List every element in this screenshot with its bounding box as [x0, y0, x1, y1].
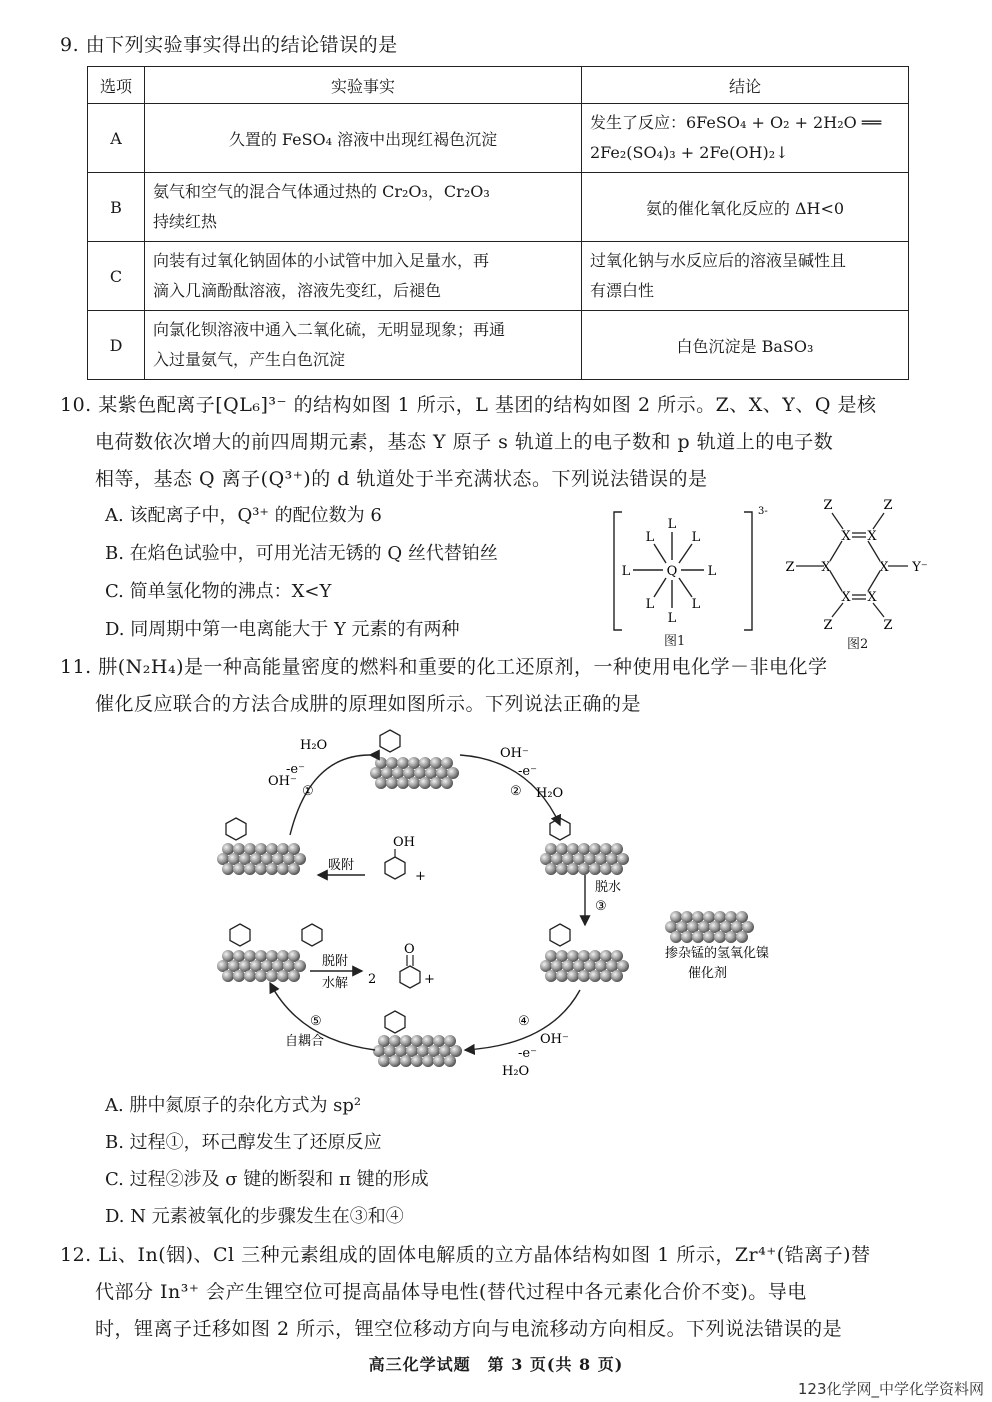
option-a: A: [88, 104, 145, 173]
catalyst-surface: [540, 950, 629, 982]
cyclohexanol-ring: [385, 857, 405, 879]
oh-label: OH⁻: [268, 774, 297, 789]
electron-label: -e⁻: [518, 764, 537, 779]
coefficient-label: 2: [368, 972, 377, 987]
conclusion-c: [582, 242, 909, 311]
table-row: [88, 311, 909, 380]
catalyst-surface: [370, 757, 459, 789]
catalyst-label-line2: 催化剂: [688, 966, 728, 981]
catalyst-surface: [217, 950, 306, 982]
table-row: [88, 104, 909, 173]
water-label: H₂O: [502, 1064, 530, 1079]
fact-a: 久置的 FeSO₄ 溶液中出现红褐色沉淀: [145, 104, 582, 173]
fig2-atom-x: X: [867, 590, 877, 605]
watermark: 123化学网_中学化学资料网: [797, 1380, 984, 1398]
conclusion-d: 白色沉淀是 BaSO₃: [582, 311, 909, 380]
fact-c-line1: 向装有过氧化钠固体的小试管中加入足量水，再: [153, 251, 490, 270]
fig1-caption: 图1: [664, 634, 686, 649]
fact-b: [145, 173, 582, 242]
q10-option-c: C. 简单氢化物的沸点：X<Y: [105, 581, 332, 602]
q12-line1: 12. Li、In(铟)、Cl 三种元素组成的固体电解质的立方晶体结构如图 1 所示，Zr⁴⁺(锆离子)替: [60, 1244, 871, 1266]
conclusion-a-line2: 2Fe₂(SO₄)₃ + 2Fe(OH)₂↓: [590, 143, 789, 162]
water-label: H₂O: [300, 738, 328, 753]
self-coupling-label: 自耦合: [285, 1034, 325, 1049]
catalyst-legend: [665, 911, 754, 943]
q9-table: [87, 66, 909, 380]
q10-option-b: B. 在焰色试验中，可用光洁无锈的 Q 丝代替铂丝: [105, 543, 498, 564]
fact-b-line2: 持续红热: [153, 212, 218, 231]
step5-label: ⑤: [310, 1014, 322, 1029]
cyclohexyl-ring: [385, 1011, 405, 1033]
fig1-ligand: L: [645, 597, 655, 612]
q11-option-a: A. 肼中氮原子的杂化方式为 sp²: [105, 1095, 362, 1116]
q11-option-b: B. 过程①，环己醇发生了还原反应: [105, 1132, 382, 1153]
oh-label: OH⁻: [500, 746, 529, 761]
cyclohexyl-ring: [380, 730, 400, 752]
cyclohexyl-ring: [230, 924, 250, 946]
q9-title: 9. 由下列实验事实得出的结论错误的是: [60, 34, 398, 56]
fig2-atom-x: X: [841, 529, 851, 544]
cyclohexanone-ring: [400, 966, 420, 988]
diagram-label: OH: [393, 835, 415, 850]
fig2-atom-z: Z: [785, 560, 795, 575]
catalyst-surface: [217, 843, 306, 875]
fig1-ligand: L: [707, 564, 717, 579]
oh-label: OH⁻: [540, 1032, 569, 1047]
fig1-ligand: L: [621, 564, 631, 579]
header-option: 选项: [88, 67, 145, 104]
fact-b-line1: 氨气和空气的混合气体通过热的 Cr₂O₃，Cr₂O₃: [153, 182, 490, 201]
q10-option-a: A. 该配离子中，Q³⁺ 的配位数为 6: [105, 505, 382, 526]
option-b: B: [88, 173, 145, 242]
page-footer: 高三化学试题 第 3 页(共 8 页): [368, 1355, 624, 1374]
fig2-caption: 图2: [847, 637, 869, 652]
fig2-atom-z: Z: [823, 498, 833, 513]
q10-option-d: D. 同周期中第一电离能大于 Y 元素的有两种: [105, 619, 460, 640]
fig1-ligand: L: [667, 517, 677, 532]
fig1-center: Q: [666, 564, 678, 579]
q10-figure2: [780, 495, 940, 635]
step2-label: ②: [510, 784, 522, 799]
adsorb-label: 吸附: [328, 858, 355, 873]
conclusion-c-line1: 过氧化钠与水反应后的溶液呈碱性且: [590, 251, 847, 270]
cyclohexyl-ring: [550, 818, 570, 840]
fig2-atom-x: X: [841, 590, 851, 605]
q10-line3: 相等，基态 Q 离子(Q³⁺)的 d 轨道处于半充满状态。下列说法错误的是: [95, 468, 708, 490]
step1-label: ①: [302, 784, 314, 799]
option-d: D: [88, 311, 145, 380]
fact-c: [145, 242, 582, 311]
water-label: H₂O: [536, 786, 564, 801]
cyclohexyl-ring: [550, 924, 570, 946]
fig2-atom-x: X: [821, 560, 831, 575]
fig2-atom-z: Z: [883, 618, 893, 633]
catalyst-surface: [540, 843, 629, 875]
q11-line2: 催化反应联合的方法合成肼的原理如图所示。下列说法正确的是: [95, 693, 642, 715]
q11-option-d: D. N 元素被氧化的步骤发生在③和④: [105, 1206, 404, 1227]
fact-d-line2: 入过量氨气，产生白色沉淀: [153, 350, 346, 369]
plus-label: +: [424, 972, 435, 987]
fig1-ligand: L: [691, 597, 701, 612]
q11-line1: 11. 肼(N₂H₄)是一种高能量密度的燃料和重要的化工还原剂，一种使用电化学－非电化学: [60, 656, 828, 678]
fig1-charge: 3-: [758, 506, 768, 517]
cyclohexyl-ring: [302, 924, 322, 946]
q10-line2: 电荷数依次增大的前四周期元素，基态 Y 原子 s 轨道上的电子数和 p 轨道上的电子数: [95, 431, 834, 453]
conclusion-a: [582, 104, 909, 173]
fig2-atom-x: X: [879, 560, 889, 575]
conclusion-a-line1: 发生了反应：6FeSO₄ + O₂ + 2H₂O ══: [590, 113, 882, 132]
header-conclusion: 结论: [582, 67, 909, 104]
q10-line1: 10. 某紫色配离子[QL₆]³⁻ 的结构如图 1 所示，L 基团的结构如图 2 所示。Z、X、Y、Q 是核: [60, 394, 877, 416]
fig2-atom-z: Z: [883, 498, 893, 513]
header-fact: 实验事实: [145, 67, 582, 104]
fig2-atom-z: Z: [823, 618, 833, 633]
table-row: [88, 173, 909, 242]
diagram-label: O: [404, 942, 415, 957]
fig2-atom-x: X: [867, 529, 877, 544]
hydrolysis-label: 水解: [322, 976, 349, 991]
step4-label: ④: [518, 1014, 530, 1029]
q11-option-c: C. 过程②涉及 σ 键的断裂和 π 键的形成: [105, 1169, 429, 1190]
catalyst-surface: [373, 1035, 462, 1067]
electron-label: -e⁻: [518, 1046, 537, 1061]
q12-line3: 时，锂离子迁移如图 2 所示，锂空位移动方向与电流移动方向相反。下列说法错误的是: [95, 1318, 843, 1340]
q12-line2: 代部分 In³⁺ 会产生锂空位可提高晶体导电性(替代过程中各元素化合价不变)。导电: [95, 1281, 807, 1303]
table-row: [88, 242, 909, 311]
conclusion-b: 氨的催化氧化反应的 ΔH<0: [582, 173, 909, 242]
fact-c-line2: 滴入几滴酚酞溶液，溶液先变红，后褪色: [153, 281, 442, 300]
dehydrate-label: 脱水: [595, 880, 622, 895]
conclusion-c-line2: 有漂白性: [590, 281, 655, 300]
fact-d: [145, 311, 582, 380]
cyclohexyl-ring: [226, 818, 246, 840]
plus-label: +: [415, 869, 426, 884]
fig1-ligand: L: [691, 530, 701, 545]
step3-label: ③: [595, 899, 607, 914]
table-header-row: [88, 67, 909, 104]
catalyst-label-line1: 掺杂锰的氢氧化镍: [665, 946, 770, 961]
electron-label: -e⁻: [286, 762, 305, 777]
fig1-ligand: L: [645, 530, 655, 545]
fig2-atom-y: Y⁻: [912, 560, 928, 575]
fact-d-line1: 向氯化钡溶液中通入二氧化硫，无明显现象；再通: [153, 320, 506, 339]
option-c: C: [88, 242, 145, 311]
desorb-label: 脱附: [322, 954, 349, 969]
q10-figure1: [608, 500, 788, 650]
q11-reaction-diagram: [200, 725, 810, 1085]
fig1-ligand: L: [667, 611, 677, 626]
